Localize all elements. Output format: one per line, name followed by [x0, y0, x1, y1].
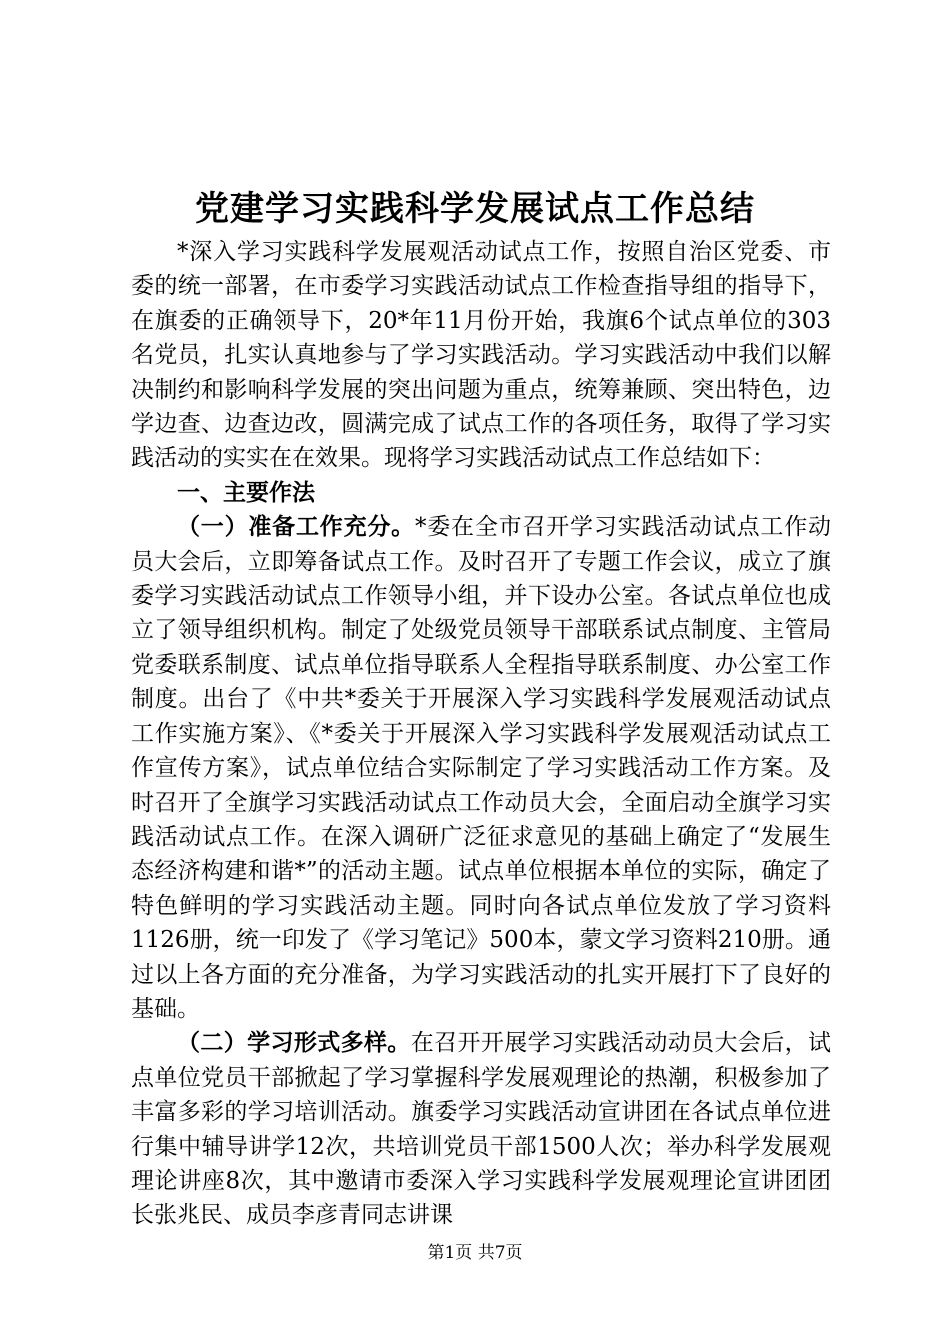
- subsection-text-2: 在召开开展学习实践活动动员大会后，试点单位党员干部掀起了学习掌握科学发展观理论的热潮，积极参加了丰富多彩的学习培训活动。旗委学习实践活动宣讲团在各试点单位进行集中辅导讲学12次，共培训党员干部1500人次；举办科学发展观理论讲座8次，其中邀请市委深入学习实践科学发展观理论宣讲团团长张兆民、成员李彦青同志讲课: [131, 1030, 832, 1229]
- subsection-paragraph-1: [131, 510, 831, 1026]
- subsection-heading-2: （二）学习形式多样。: [177, 1029, 411, 1057]
- document-title: 党建学习实践科学发展试点工作总结: [195, 189, 755, 229]
- section-heading: 一、主要作法: [177, 478, 315, 506]
- subsection-text-1: *委在全市召开学习实践活动试点工作动员大会后，立即筹备试点工作。及时召开了专题工作会议，成立了旗委学习实践活动试点工作领导小组，并下设办公室。各试点单位也成立了领导组织机构。制定了处级党员领导干部联系试点制度、主管局党委联系制度、试点单位指导联系人全程指导联系制度、办公室工作制度。出台了《中共*委关于开展深入学习实践科学发展观活动试点工作实施方案》、《*委关于开展深入学习实践科学发展观活动试点工作宣传方案》，试点单位结合实际制定了学习实践活动工作方案。及时召开了全旗学习实践活动试点工作动员大会，全面启动全旗学习实践活动试点工作。在深入调研广泛征求意见的基础上确定了“发展生态经济构建和谐*”的活动主题。试点单位根据本单位的实际，确定了特色鲜明的学习实践活动主题。同时向各试点单位发放了学习资料1126册，统一印发了《学习笔记》500本，蒙文学习资料210册。通过以上各方面的充分准备，为学习实践活动的扎实开展打下了良好的基础。: [131, 514, 832, 1022]
- page-footer: 第1页 共7页: [427, 1243, 523, 1263]
- subsection-paragraph-2: [131, 1026, 831, 1232]
- intro-paragraph: *深入学习实践科学发展观活动试点工作，按照自治区党委、市委的统一部署，在市委学习实践活动试点工作检查指导组的指导下，在旗委的正确领导下，20*年11月份开始，我旗6个试点单位的303名党员，扎实认真地参与了学习实践活动。学习实践活动中我们以解决制约和影响科学发展的突出问题为重点，统筹兼顾、突出特色，边学边查、边查边改，圆满完成了试点工作的各项任务，取得了学习实践活动的实实在在效果。现将学习实践活动试点工作总结如下：: [131, 239, 831, 472]
- document-body: [131, 235, 831, 1233]
- subsection-heading-1: （一）准备工作充分。: [177, 513, 415, 541]
